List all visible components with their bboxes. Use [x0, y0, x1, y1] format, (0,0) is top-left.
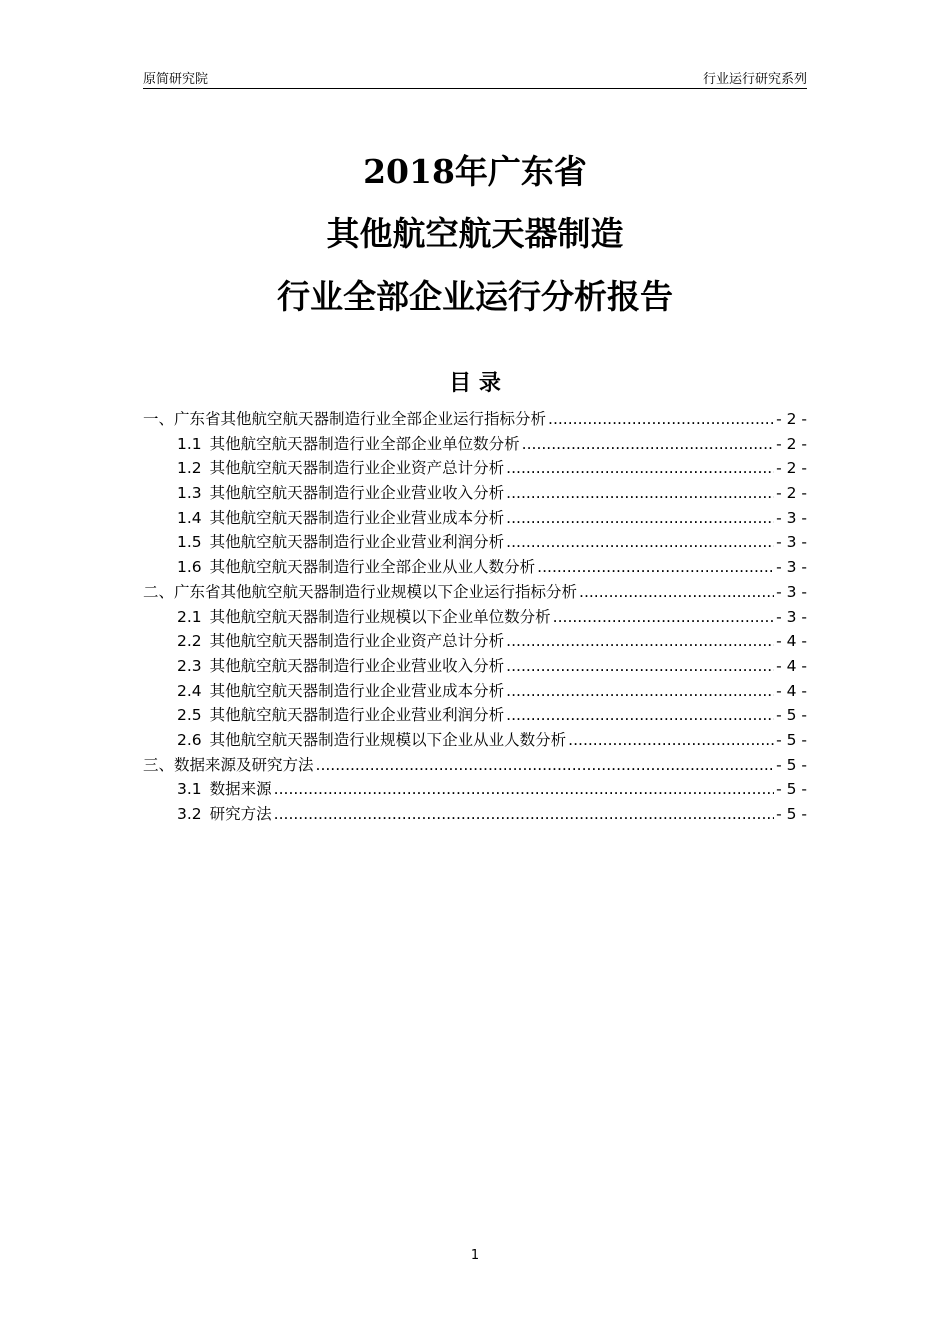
- toc-leader-dots: [522, 435, 774, 453]
- toc-leader-dots: [506, 657, 774, 675]
- page-number: 1: [470, 1248, 480, 1263]
- report-title-line-2: 其他航空航天器制造: [326, 214, 624, 253]
- toc-entry[interactable]: [143, 481, 807, 506]
- toc-entry-number: 1.2: [177, 459, 202, 478]
- toc-leader-dots: [537, 558, 774, 576]
- toc-entry-number: 2.3: [177, 656, 202, 675]
- toc-entry-number: 1.3: [177, 484, 202, 503]
- toc-heading: 目 录: [449, 371, 501, 396]
- toc-entry[interactable]: [143, 679, 807, 704]
- toc-leader-dots: [506, 484, 774, 502]
- toc-entry-page: - 5 -: [776, 780, 807, 799]
- toc-entry-label: 其他航空航天器制造行业企业营业成本分析: [209, 681, 505, 700]
- toc-entry-page: - 4 -: [776, 681, 807, 700]
- toc-entry[interactable]: [143, 777, 807, 802]
- toc-entry-label: 其他航空航天器制造行业企业资产总计分析: [209, 632, 505, 651]
- toc-entry-page: - 5 -: [776, 805, 807, 823]
- toc-entry[interactable]: [143, 506, 807, 531]
- toc-entry-label: 数据来源: [209, 780, 272, 799]
- page-header: [143, 66, 807, 89]
- toc-entry-number: 2.2: [177, 632, 202, 651]
- toc-entry-label: 其他航空航天器制造行业企业营业成本分析: [209, 508, 505, 527]
- header-series: 行业运行研究系列: [702, 72, 807, 87]
- toc-leader-dots: [553, 608, 774, 626]
- toc-entry-page: - 3 -: [776, 558, 807, 577]
- toc-leader-dots: [274, 805, 774, 823]
- toc-entry[interactable]: [143, 530, 807, 555]
- toc-entry-page: - 3 -: [776, 582, 807, 601]
- toc-entry[interactable]: [143, 703, 807, 728]
- toc-entry-page: - 4 -: [776, 656, 807, 675]
- toc-leader-dots: [274, 780, 774, 798]
- toc-entry-number: 3.2: [177, 805, 202, 823]
- toc-leader-dots: [548, 410, 774, 428]
- toc-leader-dots: [568, 731, 774, 749]
- toc-entry-label: 其他航空航天器制造行业全部企业从业人数分析: [209, 558, 536, 577]
- toc-entry[interactable]: [143, 728, 807, 753]
- toc-leader-dots: [506, 533, 774, 551]
- toc-entry[interactable]: [143, 605, 807, 630]
- toc-entry-page: - 5 -: [776, 706, 807, 725]
- toc-entry-label: 二、广东省其他航空航天器制造行业规模以下企业运行指标分析: [143, 582, 578, 601]
- toc-entry-page: - 5 -: [776, 730, 807, 749]
- toc-entry-label: 其他航空航天器制造行业企业营业利润分析: [209, 533, 505, 552]
- report-title-line-3: 行业全部企业运行分析报告: [277, 277, 673, 316]
- toc-entry-label: 其他航空航天器制造行业规模以下企业单位数分析: [209, 607, 551, 626]
- toc-leader-dots: [506, 459, 774, 477]
- toc-leader-dots: [316, 756, 775, 774]
- toc-entry-page: - 2 -: [776, 410, 807, 428]
- toc-entry-number: 1.6: [177, 558, 202, 577]
- toc-entry[interactable]: [143, 407, 807, 432]
- table-of-contents: [143, 407, 807, 827]
- toc-entry-page: - 3 -: [776, 607, 807, 626]
- toc-entry-number: 1.4: [177, 508, 202, 527]
- toc-entry[interactable]: [143, 456, 807, 481]
- toc-entry[interactable]: [143, 802, 807, 827]
- toc-entry-label: 其他航空航天器制造行业企业营业收入分析: [209, 484, 505, 503]
- toc-entry-page: - 2 -: [776, 484, 807, 503]
- toc-entry-number: 2.6: [177, 730, 202, 749]
- toc-entry-page: - 2 -: [776, 434, 807, 453]
- toc-entry-page: - 4 -: [776, 632, 807, 651]
- toc-entry-page: - 3 -: [776, 508, 807, 527]
- toc-entry-label: 一、广东省其他航空航天器制造行业全部企业运行指标分析: [143, 410, 547, 428]
- toc-entry-label: 其他航空航天器制造行业企业营业收入分析: [209, 656, 505, 675]
- toc-leader-dots: [506, 682, 774, 700]
- toc-entry-number: 3.1: [177, 780, 202, 799]
- toc-entry-label: 其他航空航天器制造行业规模以下企业从业人数分析: [209, 730, 567, 749]
- toc-entry-number: 2.5: [177, 706, 202, 725]
- toc-entry-label: 其他航空航天器制造行业全部企业单位数分析: [209, 434, 520, 453]
- toc-entry-label: 三、数据来源及研究方法: [143, 755, 314, 774]
- toc-leader-dots: [506, 509, 774, 527]
- toc-entry-number: 1.1: [177, 434, 202, 453]
- toc-entry-page: - 5 -: [776, 755, 807, 774]
- toc-entry[interactable]: [143, 654, 807, 679]
- toc-leader-dots: [506, 632, 774, 650]
- toc-entry[interactable]: [143, 580, 807, 605]
- toc-entry[interactable]: [143, 432, 807, 457]
- toc-entry[interactable]: [143, 753, 807, 778]
- toc-entry[interactable]: [143, 555, 807, 580]
- toc-leader-dots: [506, 706, 774, 724]
- toc-entry-number: 1.5: [177, 533, 202, 552]
- toc-entry-page: - 2 -: [776, 459, 807, 478]
- header-organization: 原简研究院: [143, 72, 209, 87]
- report-title-line-1: 2018年广东省: [363, 152, 587, 191]
- toc-entry-label: 其他航空航天器制造行业企业营业利润分析: [209, 706, 505, 725]
- toc-entry-number: 2.4: [177, 681, 202, 700]
- toc-entry-label: 其他航空航天器制造行业企业资产总计分析: [209, 459, 505, 478]
- toc-entry-label: 研究方法: [209, 805, 272, 823]
- toc-leader-dots: [579, 583, 774, 601]
- toc-entry-number: 2.1: [177, 607, 202, 626]
- toc-entry-page: - 3 -: [776, 533, 807, 552]
- toc-entry[interactable]: [143, 629, 807, 654]
